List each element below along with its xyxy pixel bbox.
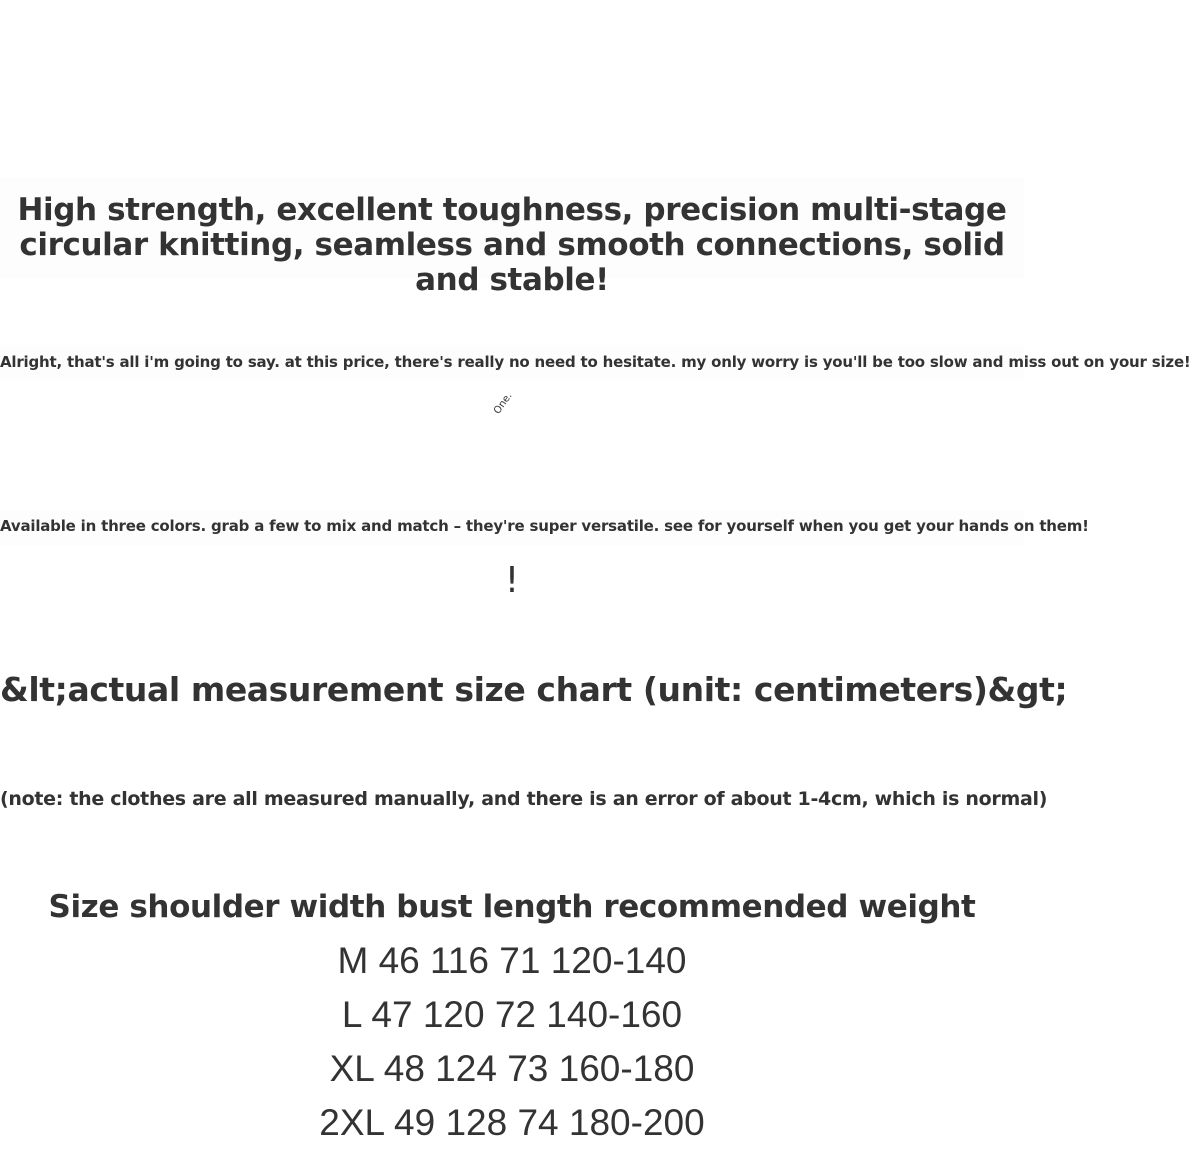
hesitate-note: Alright, that's all i'm going to say. at this price, there's really no need to hesitate. my only worry is you'll be too slow and miss out on your size! bbox=[0, 353, 1191, 371]
size-chart-note: (note: the clothes are all measured manually, and there is an error of about 1-4cm, which is normal) bbox=[0, 788, 1048, 810]
exclamation-mark: ! bbox=[504, 560, 520, 601]
colors-note: Available in three colors. grab a few to mix and match – they're super versatile. see for yourself when you get your hands on them! bbox=[0, 517, 1089, 535]
size-table-header: Size shoulder width bust length recommended weight bbox=[48, 889, 976, 925]
size-row: XL 48 124 73 160-180 bbox=[329, 1048, 695, 1089]
size-row: 2XL 49 128 74 180-200 bbox=[319, 1102, 705, 1143]
size-row: L 47 120 72 140-160 bbox=[341, 994, 683, 1035]
size-chart-title: &lt;actual measurement size chart (unit: centimeters)&gt; bbox=[0, 670, 1068, 709]
rotated-word: One. bbox=[492, 390, 515, 417]
headline: High strength, excellent toughness, precision multi-stage circular knitting, seamless and smooth connections, solid and stable! bbox=[17, 192, 1007, 298]
size-row: M 46 116 71 120-140 bbox=[337, 940, 687, 981]
